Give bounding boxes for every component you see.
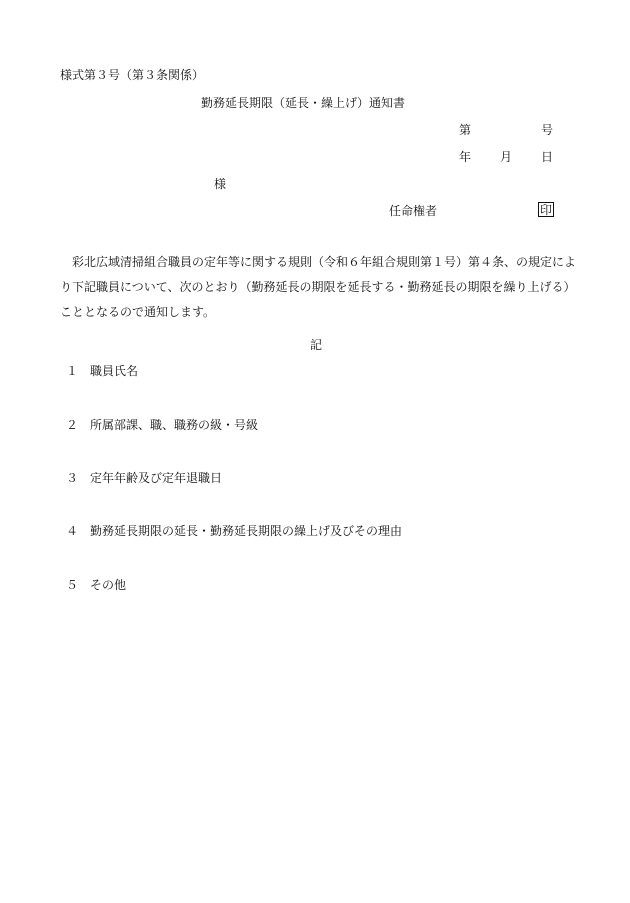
date-month: 月 (500, 150, 513, 164)
list-item-label: 勤務延長期限の延長・勤務延長期限の繰上げ及びその理由 (90, 524, 403, 538)
list-item-label: その他 (90, 578, 127, 592)
authority-label: 任命権者 (389, 204, 438, 218)
list-item-label: 定年年齢及び定年退職日 (90, 471, 223, 485)
list-item-number: ２ (66, 418, 79, 432)
body-paragraph: 彩北広域清掃組合職員の定年等に関する規則（令和６年組合規則第１号）第４条、の規定により下記職員について、次のとおり（勤務延長の期限を延長する・勤務延長の期限を繰り上げる）こととなるので通知します。 (60, 255, 577, 319)
list-item-number: １ (66, 364, 79, 378)
list-item-number: ３ (66, 471, 79, 485)
seal-text: 印 (540, 203, 553, 217)
date-year: 年 (459, 150, 472, 164)
list-item-label: 所属部課、職、職務の級・号級 (90, 418, 259, 432)
list-item-number: ４ (66, 524, 79, 538)
addressee-suffix: 様 (214, 177, 227, 191)
document-title: 勤務延長期限（延長・繰上げ）通知書 (201, 96, 406, 110)
date-day: 日 (541, 150, 554, 164)
form-label: 様式第３号（第３条関係） (60, 68, 205, 82)
number-suffix: 号 (541, 123, 554, 137)
seal-mark (538, 202, 554, 217)
ki-heading: 記 (310, 338, 323, 352)
list-item-number: ５ (66, 578, 79, 592)
list-item-label: 職員氏名 (90, 364, 139, 378)
number-prefix: 第 (459, 123, 472, 137)
